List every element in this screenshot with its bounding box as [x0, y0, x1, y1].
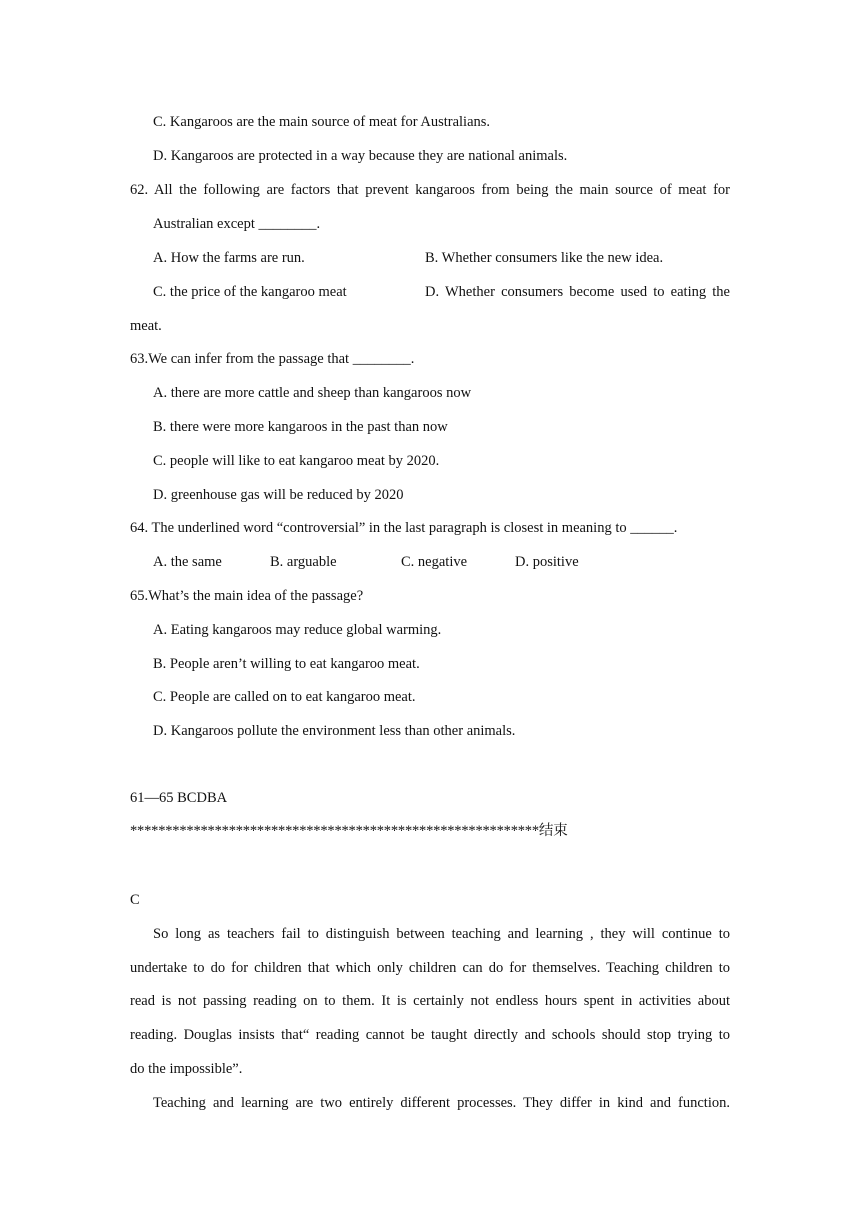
q65-option-d: D. Kangaroos pollute the environment less than other animals.: [153, 723, 516, 739]
q65-option-b: B. People aren’t willing to eat kangaroo meat.: [153, 656, 420, 672]
q64-option-b: B. arguable: [270, 554, 337, 570]
q61-option-d: D. Kangaroos are protected in a way because they are national animals.: [153, 148, 568, 164]
q64-option-a: A. the same: [153, 554, 222, 570]
q65-option-a: A. Eating kangaroos may reduce global warming.: [153, 622, 442, 638]
q61-option-c: C. Kangaroos are the main source of meat for Australians.: [153, 114, 491, 130]
q63-option-b: B. there were more kangaroos in the past than now: [153, 419, 448, 435]
q62-stem-line1: 62. All the following are factors that prevent kangaroos from being the main source of meat for: [130, 182, 730, 198]
q63-option-d: D. greenhouse gas will be reduced by 2020: [153, 487, 404, 503]
q63-option-c: C. people will like to eat kangaroo meat by 2020.: [153, 453, 440, 469]
q65-option-c: C. People are called on to eat kangaroo meat.: [153, 689, 416, 705]
q64-option-d: D. positive: [515, 554, 579, 570]
paragraph-1-line-4: reading. Douglas insists that“ reading cannot be taught directly and schools should stop trying to: [130, 1027, 730, 1043]
q62-option-d-line2: meat.: [130, 318, 162, 334]
section-heading: C: [130, 892, 140, 908]
paragraph-2-line-1: Teaching and learning are two entirely different processes. They differ in kind and function.: [153, 1095, 730, 1111]
answer-key: 61—65 BCDBA: [130, 790, 228, 806]
q62-option-c: C. the price of the kangaroo meat: [153, 284, 347, 300]
q62-option-b: B. Whether consumers like the new idea.: [425, 250, 664, 266]
paragraph-1-line-2: undertake to do for children that which only children can do for themselves. Teaching children to: [130, 960, 730, 976]
paragraph-1-line-3: read is not passing reading on to them. It is certainly not endless hours spent in activities about: [130, 993, 730, 1009]
q63-stem: 63.We can infer from the passage that ________.: [130, 351, 415, 367]
q62-stem-line2: Australian except ________.: [153, 216, 321, 232]
q63-option-a: A. there are more cattle and sheep than kangaroos now: [153, 385, 472, 401]
q62-option-d-line1: D. Whether consumers become used to eating the: [425, 284, 730, 300]
q65-stem: 65.What’s the main idea of the passage?: [130, 588, 364, 604]
q62-option-a: A. How the farms are run.: [153, 250, 305, 266]
end-marker: **********************************************************结束: [130, 823, 568, 839]
paragraph-1-line-5: do the impossible”.: [130, 1061, 243, 1077]
paragraph-1-line-1: So long as teachers fail to distinguish between teaching and learning , they will continue to: [153, 926, 730, 942]
q64-option-c: C. negative: [401, 554, 468, 570]
q64-stem: 64. The underlined word “controversial” in the last paragraph is closest in meaning to ______.: [130, 520, 678, 536]
